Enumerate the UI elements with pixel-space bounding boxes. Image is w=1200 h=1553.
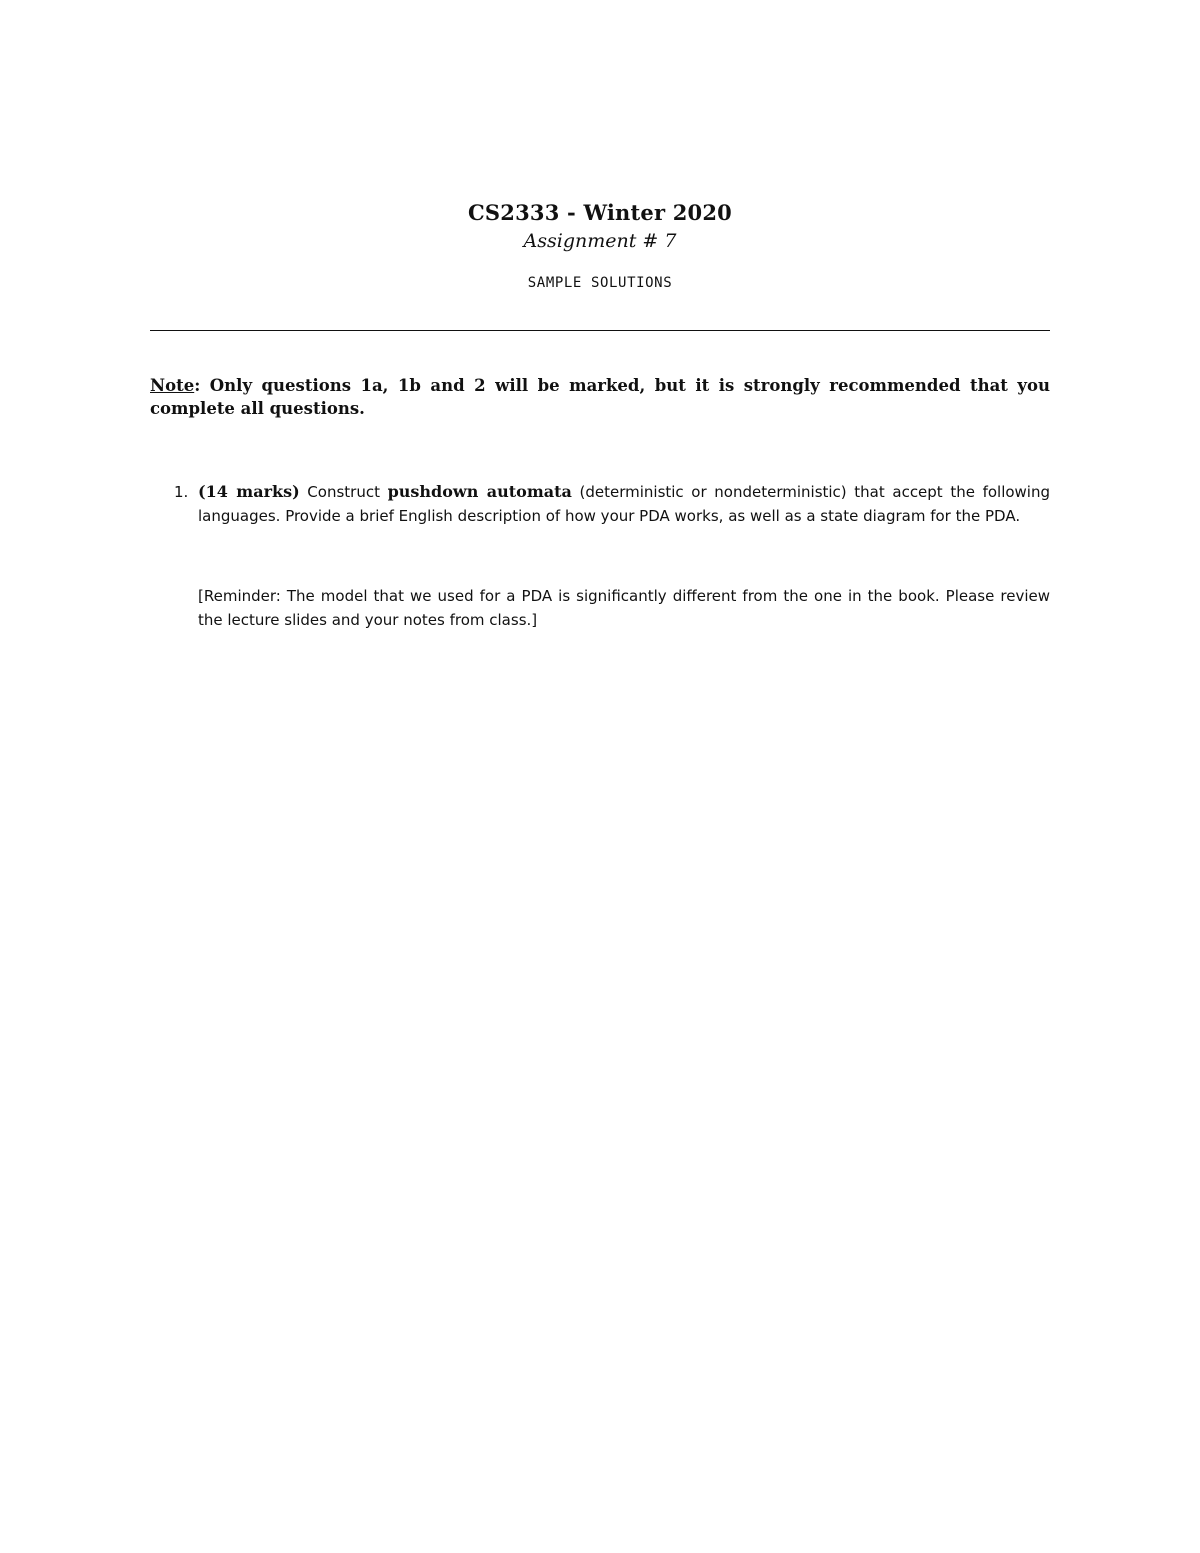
- question-marks: (14 marks): [198, 482, 300, 501]
- solutions-subtitle: SAMPLE SOLUTIONS: [527, 275, 673, 291]
- assignment-label: Assignment # 7: [523, 230, 677, 252]
- note-label: Note: [150, 376, 195, 395]
- question-number: 1.: [174, 483, 189, 501]
- course-title: CS2333 - Winter 2020: [467, 200, 732, 225]
- horizontal-divider: [150, 330, 1050, 331]
- question-bold-term: pushdown automata: [387, 482, 572, 501]
- question-text-before: Construct: [299, 483, 388, 501]
- question-text-after: (deterministic or nondeterministic) that accept the following languages. Provide a brief English description of how your PDA works, as well as a state diagram for the PDA.: [198, 483, 1051, 525]
- marking-note: [150, 374, 1050, 420]
- document-header: [0, 198, 1200, 292]
- note-text: Only questions 1a, 1b and 2 will be marked, but it is strongly recommended that you complete all questions.: [150, 376, 1050, 418]
- question-text: [198, 480, 1050, 528]
- question-reminder: [Reminder: The model that we used for a PDA is significantly different from the one in the book. Please review the lecture slides and your notes from class.]: [198, 587, 1050, 629]
- note-colon: :: [194, 376, 201, 395]
